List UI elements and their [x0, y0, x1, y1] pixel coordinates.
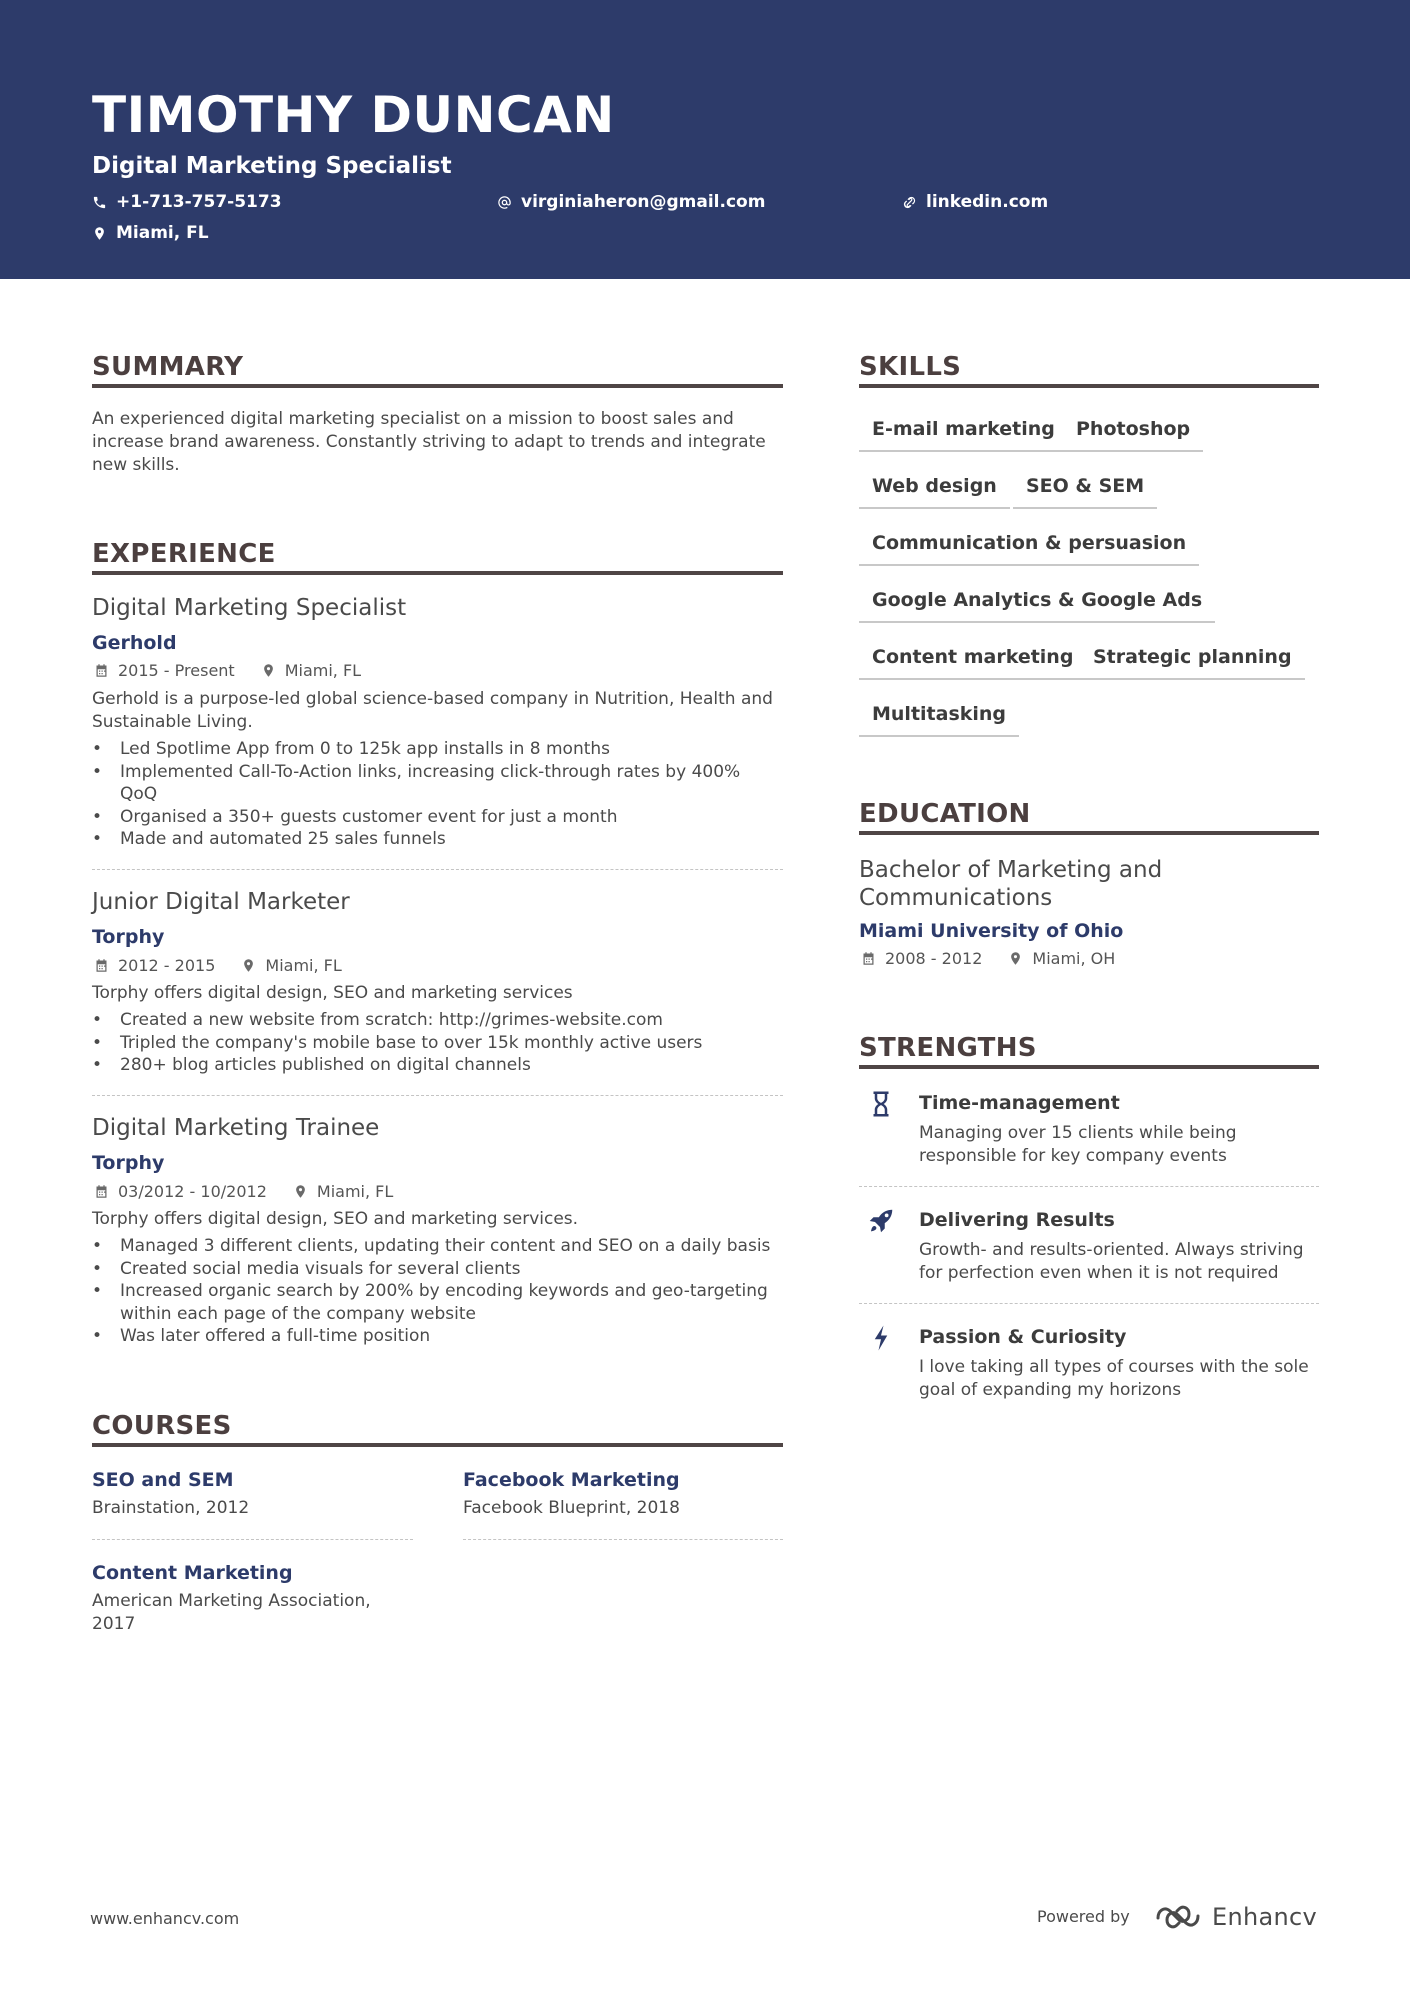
description-line: Torphy offers digital design, SEO and marketing services	[92, 983, 573, 1003]
resume-header	[0, 0, 1410, 279]
location-text: Miami, FL	[116, 223, 209, 243]
experience-title: EXPERIENCE	[92, 539, 276, 569]
job-company: Torphy	[92, 1152, 165, 1174]
course-name: Content Marketing	[92, 1562, 293, 1584]
skill-tag: SEO & SEM	[1013, 475, 1157, 509]
skill-tag: Google Analytics & Google Ads	[859, 589, 1215, 623]
strength-line: responsible for key company events	[919, 1146, 1227, 1166]
course-detail-line: Facebook Blueprint, 2018	[463, 1498, 680, 1518]
job-bullets	[92, 1009, 702, 1077]
bullet-line: QoQ	[120, 784, 158, 804]
job-meta	[94, 661, 361, 680]
experience-rule	[92, 571, 783, 575]
bullet-item: • Made and automated 25 sales funnels	[92, 828, 740, 851]
bullet-item: • Organised a 350+ guests customer event for just a month	[92, 806, 740, 829]
job-company: Torphy	[92, 926, 165, 948]
job-dates: 03/2012 - 10/2012	[118, 1182, 267, 1201]
skill-tag: Photoshop	[1063, 418, 1203, 452]
divider	[92, 1539, 413, 1540]
contact-phone[interactable]	[92, 192, 282, 212]
bullet-line: Implemented Call-To-Action links, increasing click-through rates by 400%	[120, 761, 741, 782]
location-pin-icon	[92, 226, 107, 241]
enhancv-logo-icon	[1154, 1898, 1202, 1936]
skill-tag: Strategic planning	[1080, 646, 1305, 680]
course-detail	[92, 1497, 249, 1520]
courses-title: COURSES	[92, 1411, 232, 1441]
bullet-item: • Created social media visuals for several clients	[92, 1258, 770, 1281]
job-meta	[94, 956, 342, 975]
contact-email[interactable]	[497, 192, 765, 212]
job-title: Junior Digital Marketer	[92, 889, 350, 915]
bullet-line: Increased organic search by 200% by encoding keywords and geo-targeting	[120, 1281, 768, 1301]
location-pin-icon	[1008, 951, 1023, 966]
job-dates: 2015 - Present	[118, 661, 235, 680]
hourglass-icon	[866, 1088, 896, 1120]
strength-title: Delivering Results	[919, 1209, 1115, 1231]
divider	[92, 1095, 783, 1096]
education-meta	[861, 949, 1115, 968]
job-description	[92, 982, 573, 1005]
skills-rule	[859, 384, 1319, 388]
email-text: virginiaheron@gmail.com	[521, 192, 766, 212]
job-title: Digital Marketing Trainee	[92, 1115, 380, 1141]
location-pin-icon	[293, 1184, 308, 1199]
course-name: Facebook Marketing	[463, 1469, 680, 1491]
education-rule	[859, 831, 1319, 835]
degree-line: Bachelor of Marketing and	[859, 857, 1163, 883]
enhancv-brand: Enhancv	[1212, 1903, 1318, 1931]
summary-line: increase brand awareness. Constantly striving to adapt to trends and integrate	[92, 432, 766, 452]
education-title: EDUCATION	[859, 799, 1031, 829]
strength-line: Managing over 15 clients while being	[919, 1123, 1237, 1143]
skill-tag: E-mail marketing	[859, 418, 1068, 452]
job-location: Miami, FL	[265, 956, 342, 975]
strength-text	[919, 1356, 1309, 1402]
bullet-item: • Tripled the company's mobile base to over 15k monthly active users	[92, 1032, 702, 1055]
divider	[92, 869, 783, 870]
bullet-item: • Created a new website from scratch: http://grimes-website.com	[92, 1009, 702, 1032]
summary-text	[92, 408, 766, 477]
courses-rule	[92, 1443, 783, 1447]
course-name: SEO and SEM	[92, 1469, 234, 1491]
job-location: Miami, FL	[284, 661, 362, 680]
location-pin-icon	[241, 958, 256, 973]
footer-url[interactable]: www.enhancv.com	[90, 1909, 240, 1928]
bullet-item: • Managed 3 different clients, updating their content and SEO on a daily basis	[92, 1235, 770, 1258]
degree	[859, 856, 1162, 912]
linkedin-text: linkedin.com	[926, 192, 1049, 212]
divider	[859, 1186, 1319, 1187]
contact-linkedin[interactable]	[902, 192, 1048, 212]
candidate-name: TIMOTHY DUNCAN	[92, 86, 615, 144]
location-pin-icon	[261, 663, 276, 678]
lightning-icon	[866, 1322, 896, 1354]
strength-title: Time-management	[919, 1092, 1120, 1114]
job-description	[92, 1208, 578, 1231]
powered-by-label: Powered by	[1037, 1907, 1130, 1926]
divider	[859, 1303, 1319, 1304]
strength-text	[919, 1239, 1304, 1285]
job-title: Digital Marketing Specialist	[92, 595, 407, 621]
job-bullets	[92, 738, 740, 851]
skill-tag: Multitasking	[859, 703, 1019, 737]
strength-line: goal of expanding my horizons	[919, 1380, 1182, 1400]
enhancv-logo[interactable]	[1154, 1898, 1317, 1936]
rocket-icon	[866, 1205, 896, 1237]
job-company: Gerhold	[92, 632, 177, 654]
course-detail-line: 2017	[92, 1614, 136, 1634]
calendar-icon	[94, 1184, 109, 1199]
bullet-item	[92, 761, 740, 806]
description-line: Gerhold is a purpose-led global science-based company in Nutrition, Health and	[92, 689, 773, 709]
education-location: Miami, OH	[1032, 949, 1116, 968]
contact-location	[92, 223, 209, 243]
link-icon	[902, 195, 917, 210]
strengths-title: STRENGTHS	[859, 1033, 1037, 1063]
school-name: Miami University of Ohio	[859, 920, 1124, 942]
job-dates: 2012 - 2015	[118, 956, 216, 975]
calendar-icon	[94, 663, 109, 678]
strength-title: Passion & Curiosity	[919, 1326, 1127, 1348]
education-dates: 2008 - 2012	[885, 949, 983, 968]
at-icon	[497, 195, 512, 210]
bullet-line: within each page of the company website	[120, 1303, 476, 1324]
divider	[463, 1539, 783, 1540]
summary-rule	[92, 384, 783, 388]
strength-line: for perfection even when it is not required	[919, 1263, 1279, 1283]
course-detail	[92, 1590, 371, 1636]
job-meta	[94, 1182, 393, 1201]
job-location: Miami, FL	[316, 1182, 394, 1201]
skills-title: SKILLS	[859, 352, 962, 382]
description-line: Torphy offers digital design, SEO and marketing services.	[92, 1209, 579, 1229]
course-detail-line: American Marketing Association,	[92, 1591, 371, 1611]
calendar-icon	[94, 958, 109, 973]
skill-tag: Web design	[859, 475, 1010, 509]
course-detail	[463, 1497, 680, 1520]
phone-text: +1-713-757-5173	[116, 192, 282, 212]
bullet-item: • 280+ blog articles published on digital channels	[92, 1054, 702, 1077]
course-detail-line: Brainstation, 2012	[92, 1498, 250, 1518]
summary-line: An experienced digital marketing specialist on a mission to boost sales and	[92, 409, 734, 429]
job-description	[92, 688, 773, 734]
strengths-rule	[859, 1065, 1319, 1069]
skill-tag: Content marketing	[859, 646, 1086, 680]
strength-text	[919, 1122, 1237, 1168]
calendar-icon	[861, 951, 876, 966]
skill-tag: Communication & persuasion	[859, 532, 1199, 566]
summary-line: new skills.	[92, 455, 180, 475]
candidate-role: Digital Marketing Specialist	[92, 153, 452, 179]
strength-line: I love taking all types of courses with the sole	[919, 1357, 1309, 1377]
phone-icon	[92, 195, 107, 210]
strength-line: Growth- and results-oriented. Always striving	[919, 1240, 1304, 1260]
description-line: Sustainable Living.	[92, 712, 253, 732]
bullet-item: • Was later offered a full-time position	[92, 1325, 770, 1348]
bullet-item: • Led Spotlime App from 0 to 125k app installs in 8 months	[92, 738, 740, 761]
job-bullets	[92, 1235, 770, 1348]
degree-line: Communications	[859, 885, 1053, 911]
bullet-item	[92, 1280, 770, 1325]
summary-title: SUMMARY	[92, 352, 244, 382]
